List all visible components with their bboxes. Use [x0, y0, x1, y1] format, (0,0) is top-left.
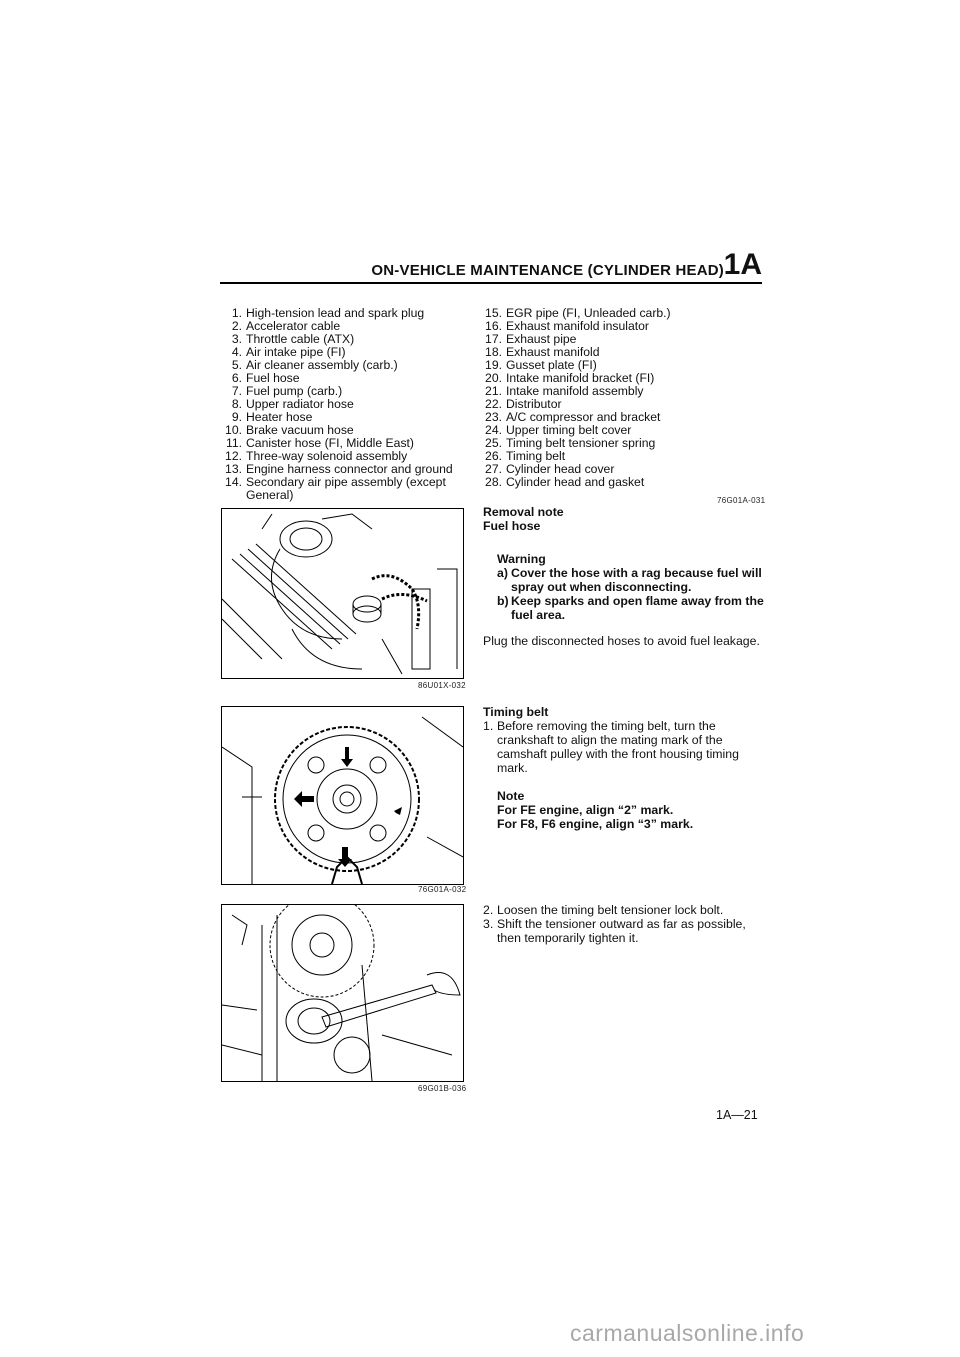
parts-list-left	[218, 307, 453, 502]
list-item: 26. Timing belt	[485, 449, 566, 463]
list-item-continuation: General)	[246, 488, 294, 502]
warning-item: a) Cover the hose with a rag because fuel will spray out when disconnecting.	[497, 566, 762, 594]
list-item: 4. Air intake pipe (FI)	[231, 345, 346, 359]
list-item: 1. High-tension lead and spark plug	[231, 306, 425, 320]
list-item: 13. Engine harness connector and ground	[225, 462, 453, 476]
figure-fuel-hose	[221, 508, 464, 679]
timing-belt-section	[483, 705, 765, 831]
list-item: 6. Fuel hose	[231, 371, 300, 385]
list-item: 15. EGR pipe (FI, Unleaded carb.)	[485, 306, 671, 320]
figure-code: 76G01A-032	[418, 885, 467, 894]
tensioner-illustration	[222, 905, 463, 1081]
list-item: 2. Accelerator cable	[231, 319, 341, 333]
list-item: 25. Timing belt tensioner spring	[485, 436, 656, 450]
list-item: 14. Secondary air pipe assembly (except	[225, 475, 446, 489]
list-item: 10. Brake vacuum hose	[225, 423, 354, 437]
list-item: 18. Exhaust manifold	[485, 345, 600, 359]
warning-item: b) Keep sparks and open flame away from the fuel area.	[497, 594, 764, 622]
list-item: 12. Three-way solenoid assembly	[225, 449, 408, 463]
list-item: 24. Upper timing belt cover	[485, 423, 632, 437]
figure-code: 86U01X-032	[418, 681, 466, 690]
list-item: 21. Intake manifold assembly	[485, 384, 644, 398]
list-item: 8. Upper radiator hose	[231, 397, 354, 411]
list-item: 19. Gusset plate (FI)	[485, 358, 597, 372]
list-item: 11. Canister hose (FI, Middle East)	[225, 436, 414, 450]
step-item: 1. Before removing the timing belt, turn the crankshaft to align the mating mark of the camshaft pulley with the front housing timing mark.	[483, 719, 739, 775]
list-item: 17. Exhaust pipe	[485, 332, 577, 346]
list-item: 9. Heater hose	[231, 410, 313, 424]
step-item: 2. Loosen the timing belt tensioner lock bolt.	[483, 903, 724, 917]
list-item: 3. Throttle cable (ATX)	[231, 332, 355, 346]
watermark: carmanualsonline.info	[570, 1320, 805, 1346]
list-item: 20. Intake manifold bracket (FI)	[485, 371, 655, 385]
list-item: 7. Fuel pump (carb.)	[231, 384, 343, 398]
figure-tensioner	[221, 904, 464, 1082]
figure-camshaft-pulley	[221, 706, 464, 885]
fuel-hose-illustration	[222, 509, 463, 678]
fuel-hose-heading: Fuel hose	[483, 519, 541, 533]
note-label: Note	[497, 789, 525, 803]
list-item: 5. Air cleaner assembly (carb.)	[231, 358, 398, 372]
page-number: 1A—21	[716, 1108, 758, 1122]
note-line: For FE engine, align “2” mark.	[497, 803, 674, 817]
header-rule	[220, 282, 762, 284]
tensioner-steps	[483, 903, 765, 945]
camshaft-pulley-illustration	[222, 707, 463, 884]
parts-list-right	[478, 307, 671, 489]
list-item: 27. Cylinder head cover	[485, 462, 615, 476]
figure-code: 69G01B-036	[418, 1084, 467, 1093]
plug-hoses-text: Plug the disconnected hoses to avoid fuel leakage.	[483, 634, 760, 648]
warning-label: Warning	[497, 552, 546, 566]
removal-note-section	[483, 505, 765, 648]
list-item: 22. Distributor	[485, 397, 562, 411]
section-title: ON-VEHICLE MAINTENANCE (CYLINDER HEAD)	[371, 262, 724, 279]
note-line: For F8, F6 engine, align “3” mark.	[497, 817, 694, 831]
step-item: 3. Shift the tensioner outward as far as possible, then temporarily tighten it.	[483, 917, 746, 945]
list-item: 16. Exhaust manifold insulator	[485, 319, 649, 333]
timing-belt-heading: Timing belt	[483, 705, 549, 719]
parts-figure-code: 76G01A-031	[717, 496, 766, 505]
chapter-label: 1A	[723, 248, 762, 281]
list-item: 23. A/C compressor and bracket	[485, 410, 661, 424]
removal-note-heading: Removal note	[483, 505, 564, 519]
list-item: 28. Cylinder head and gasket	[485, 475, 645, 489]
page-header	[0, 246, 762, 282]
